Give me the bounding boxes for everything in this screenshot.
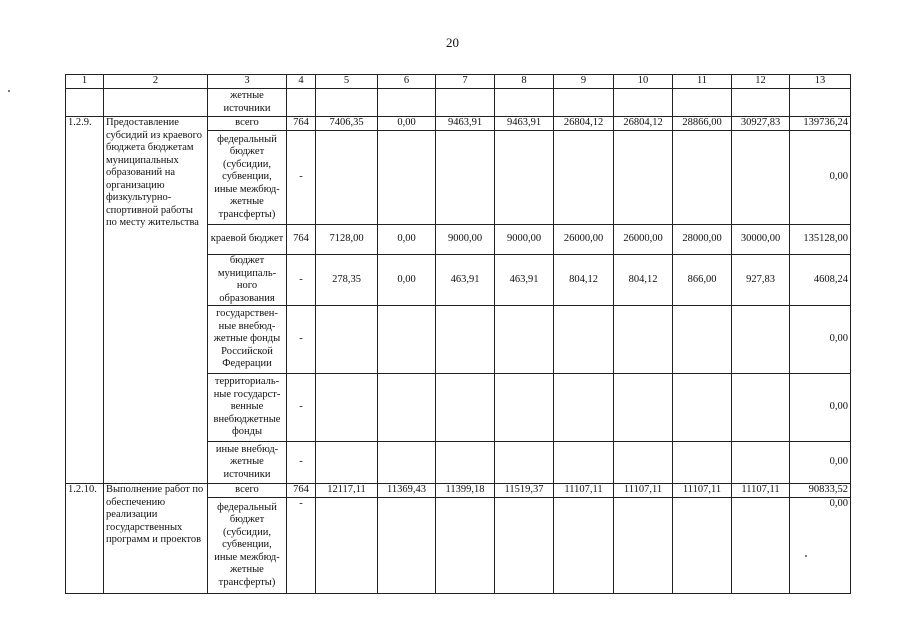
cell	[104, 89, 208, 117]
cell	[673, 89, 732, 117]
table-row	[66, 484, 851, 498]
value-cell	[316, 131, 378, 225]
code-cell: -	[287, 131, 316, 225]
value-cell: 927,83	[732, 255, 790, 306]
value-cell: 866,00	[673, 255, 732, 306]
value-cell: 804,12	[614, 255, 673, 306]
col-header: 5	[316, 75, 378, 89]
value-cell: 30927,83	[732, 117, 790, 131]
value-cell	[378, 131, 436, 225]
value-cell	[554, 306, 614, 374]
value-cell	[316, 374, 378, 442]
source-cell: бюджет муниципаль-ного образования	[208, 255, 287, 306]
source-cell: территориаль-ные государст-венные внебюджетные фонды	[208, 374, 287, 442]
code-cell: 764	[287, 484, 316, 498]
value-cell	[554, 498, 614, 594]
item-code: 1.2.9.	[66, 117, 104, 484]
col-header: 12	[732, 75, 790, 89]
col-header: 8	[495, 75, 554, 89]
value-cell: 11399,18	[436, 484, 495, 498]
value-cell	[673, 374, 732, 442]
item-name: Выполнение работ по обеспечению реализации государственных программ и проектов	[104, 484, 208, 594]
value-cell	[732, 374, 790, 442]
col-header: 11	[673, 75, 732, 89]
value-cell: 7128,00	[316, 225, 378, 255]
scan-speck	[805, 555, 807, 557]
value-cell: 11107,11	[732, 484, 790, 498]
source-cell: всего	[208, 484, 287, 498]
value-cell	[673, 498, 732, 594]
table-row	[66, 117, 851, 131]
value-cell	[316, 498, 378, 594]
value-cell	[614, 498, 673, 594]
value-cell: 0,00	[378, 225, 436, 255]
source-cell: жетные источники	[208, 89, 287, 117]
value-cell: 4608,24	[790, 255, 851, 306]
value-cell: 9463,91	[495, 117, 554, 131]
cell	[436, 89, 495, 117]
item-code: 1.2.10.	[66, 484, 104, 594]
cell	[378, 89, 436, 117]
value-cell	[378, 498, 436, 594]
value-cell	[436, 498, 495, 594]
value-cell	[614, 131, 673, 225]
value-cell	[554, 442, 614, 484]
value-cell: 9000,00	[436, 225, 495, 255]
value-cell	[673, 306, 732, 374]
value-cell: 0,00	[790, 306, 851, 374]
value-cell: 28866,00	[673, 117, 732, 131]
code-cell: 764	[287, 225, 316, 255]
value-cell: 7406,35	[316, 117, 378, 131]
value-cell: 0,00	[378, 117, 436, 131]
cell	[495, 89, 554, 117]
value-cell	[436, 306, 495, 374]
col-header: 13	[790, 75, 851, 89]
value-cell	[378, 442, 436, 484]
value-cell	[495, 498, 554, 594]
value-cell	[316, 442, 378, 484]
value-cell: 11107,11	[554, 484, 614, 498]
value-cell	[378, 306, 436, 374]
value-cell: 0,00	[790, 374, 851, 442]
value-cell: 0,00	[790, 442, 851, 484]
col-header: 1	[66, 75, 104, 89]
value-cell	[316, 306, 378, 374]
value-cell	[495, 374, 554, 442]
cell	[790, 89, 851, 117]
source-cell: краевой бюджет	[208, 225, 287, 255]
value-cell: 28000,00	[673, 225, 732, 255]
code-cell: -	[287, 498, 316, 594]
value-cell	[732, 131, 790, 225]
cell	[316, 89, 378, 117]
header-row	[66, 75, 851, 89]
value-cell: 278,35	[316, 255, 378, 306]
value-cell	[495, 306, 554, 374]
value-cell: 463,91	[436, 255, 495, 306]
code-cell: 764	[287, 117, 316, 131]
source-cell: федеральный бюджет (субсидии, субвенции, иные межбюд-жетные трансферты)	[208, 498, 287, 594]
value-cell	[554, 374, 614, 442]
value-cell	[614, 374, 673, 442]
value-cell	[732, 498, 790, 594]
value-cell	[614, 442, 673, 484]
value-cell	[436, 374, 495, 442]
value-cell	[673, 131, 732, 225]
value-cell: 90833,52	[790, 484, 851, 498]
value-cell	[436, 442, 495, 484]
value-cell: 26804,12	[554, 117, 614, 131]
source-cell: государствен-ные внебюд-жетные фонды Российской Федерации	[208, 306, 287, 374]
cell	[66, 89, 104, 117]
value-cell: 11519,37	[495, 484, 554, 498]
source-cell: федеральный бюджет (субсидии, субвенции, иные межбюд-жетные трансферты)	[208, 131, 287, 225]
value-cell	[378, 374, 436, 442]
value-cell	[673, 442, 732, 484]
value-cell: 26000,00	[554, 225, 614, 255]
value-cell: 30000,00	[732, 225, 790, 255]
col-header: 7	[436, 75, 495, 89]
value-cell: 9463,91	[436, 117, 495, 131]
value-cell: 11369,43	[378, 484, 436, 498]
value-cell: 11107,11	[614, 484, 673, 498]
col-header: 9	[554, 75, 614, 89]
cell	[614, 89, 673, 117]
cell	[287, 89, 316, 117]
value-cell	[614, 306, 673, 374]
page-number: 20	[446, 35, 459, 50]
budget-table	[65, 74, 851, 594]
value-cell: 26804,12	[614, 117, 673, 131]
value-cell: 804,12	[554, 255, 614, 306]
value-cell: 12117,11	[316, 484, 378, 498]
value-cell: 0,00	[790, 131, 851, 225]
col-header: 3	[208, 75, 287, 89]
source-cell: всего	[208, 117, 287, 131]
table-row	[66, 89, 851, 117]
col-header: 2	[104, 75, 208, 89]
value-cell	[495, 131, 554, 225]
code-cell: -	[287, 306, 316, 374]
value-cell: 11107,11	[673, 484, 732, 498]
scan-speck	[8, 90, 10, 92]
code-cell: -	[287, 255, 316, 306]
code-cell: -	[287, 374, 316, 442]
value-cell: 9000,00	[495, 225, 554, 255]
value-cell: 135128,00	[790, 225, 851, 255]
value-cell: 0,00	[790, 498, 851, 594]
value-cell	[495, 442, 554, 484]
value-cell	[732, 442, 790, 484]
value-cell	[436, 131, 495, 225]
value-cell: 0,00	[378, 255, 436, 306]
cell	[732, 89, 790, 117]
value-cell	[732, 306, 790, 374]
value-cell: 26000,00	[614, 225, 673, 255]
cell	[554, 89, 614, 117]
col-header: 10	[614, 75, 673, 89]
col-header: 6	[378, 75, 436, 89]
value-cell: 139736,24	[790, 117, 851, 131]
source-cell: иные внебюд-жетные источники	[208, 442, 287, 484]
code-cell: -	[287, 442, 316, 484]
value-cell	[554, 131, 614, 225]
value-cell: 463,91	[495, 255, 554, 306]
col-header: 4	[287, 75, 316, 89]
item-name: Предоставление субсидий из краевого бюджета бюджетам муниципальных образований на организацию физкультурно-спортивной работы по месту жительства	[104, 117, 208, 484]
